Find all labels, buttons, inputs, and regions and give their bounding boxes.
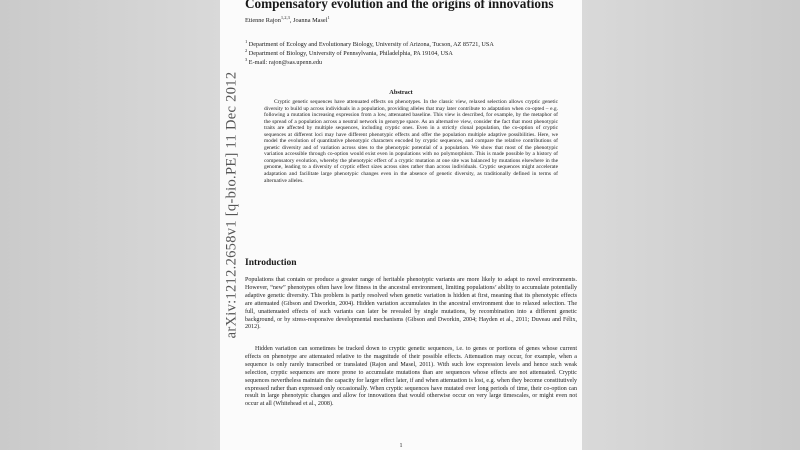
author-affiliation-marks: 1,2,3 (280, 14, 290, 20)
abstract-text: Cryptic genetic sequences have attenuated effects on phenotypes. In the classic view, relaxed selection allows cryptic genetic diversity to build up across individuals in a population, providing alleles that may later contribute to adaptation when co-opted – e.g. following a mutation increasing expression from a low, attenuated baseline. This view is described, for example, by the metaphor of the spread of a population across a neutral network in genotype space. As an alternative view, consider the fact that most phenotypic traits are affected by multiple sequences, including cryptic ones. Even in a strictly clonal population, the co-option of cryptic sequences at different loci may have different phenotypic effects and offer the population multiple adaptive possibilities. Here, we model the evolution of quantitative phenotypic characters encoded by cryptic sequences, and compare the relative contributions of genetic diversity and of variation across sites to the phenotypic potential of a population. We show that most of the phenotypic variation accessible through co-option would exist even in populations with no polymorphism. This is made possible by a history of compensatory evolution, whereby the phenotypic effect of a cryptic mutation at one site was balanced by mutations elsewhere in the genome, leading to a diversity of cryptic effect sizes across sites rather than across individuals. Cryptic sequences might accelerate adaptation and facilitate large phenotypic changes even in the absence of genetic diversity, as traditionally defined in terms of alternative alleles. (264, 99, 558, 184)
affiliation-1 (245, 38, 494, 48)
author-affiliation-marks: 1 (327, 14, 330, 20)
left-margin-background (0, 0, 220, 450)
introduction-heading: Introduction (245, 258, 297, 268)
page-number: 1 (399, 443, 403, 449)
affiliation-text: Department of Biology, University of Pennsylvania, Philadelphia, PA 19104, USA (248, 50, 453, 57)
author-name: Etienne Rajon (245, 17, 281, 24)
affiliation-mark: 2 (245, 47, 248, 53)
introduction-paragraph-1: Populations that contain or produce a greater range of heritable phenotypic variants are more likely to adapt to novel environments. However, “new” phenotypes often have low fitness in the ancestral environment, limiting populations’ ability to accumulate potentially adaptive genetic diversity. This problem is partly resolved when genetic variation is hidden at first, meaning that its phenotypic effects are attenuated (Gibson and Dworkin, 2004). Hidden variation accumulates in the ancestral environment due to relaxed selection. The full, unattenuated effects of such variants can later be revealed by single mutations, by recombination into a different genetic background, or by stress-responsive developmental mechanisms (Gibson and Dworkin, 2004; Hayden et al., 2011; Duveau and Félix, 2012). (245, 277, 577, 331)
right-margin-background (582, 0, 800, 450)
paper-title: Compensatory evolution and the origins of innovations (245, 0, 554, 11)
arxiv-stamp: arXiv:1212.2658v1 [q-bio.PE] 11 Dec 2012 (223, 71, 240, 339)
affiliation-3 (245, 56, 323, 66)
affiliation-mark: 3 (245, 56, 248, 62)
paper-page (220, 0, 582, 450)
author-name: Joanna Masel (293, 17, 328, 24)
author-line (245, 14, 330, 24)
affiliation-2 (245, 47, 453, 57)
author-separator: , (289, 17, 294, 24)
affiliation-text: E-mail: rajon@sas.upenn.edu (248, 59, 323, 66)
introduction-paragraph-2: Hidden variation can sometimes be tracked down to cryptic genetic sequences, i.e. to genes or portions of genes whose current effects on phenotype are attenuated relative to the magnitude of their possible effects. Attenuation may occur, for example, when a sequence is only rarely transcribed or translated (Rajon and Masel, 2011). With such low expression levels and hence such weak selection, cryptic sequences are more prone to accumulate mutations than are sequences whose effects are not attenuated. Cryptic sequences nevertheless maintain the capacity for larger effect later, if and when attenuation is lost, e.g. when they become constitutively expressed rather than expressed only occasionally. When cryptic sequences have mutated over long periods of time, their co-option can result in large phenotypic changes and allow for innovations that would otherwise occur on very large timescales, or might even not occur at all (Whitehead et al., 2008). (245, 346, 577, 408)
affiliation-text: Department of Ecology and Evolutionary Biology, University of Arizona, Tucson, AZ 85721, USA (248, 41, 494, 48)
affiliation-mark: 1 (245, 38, 248, 44)
abstract-heading: Abstract (389, 89, 413, 96)
